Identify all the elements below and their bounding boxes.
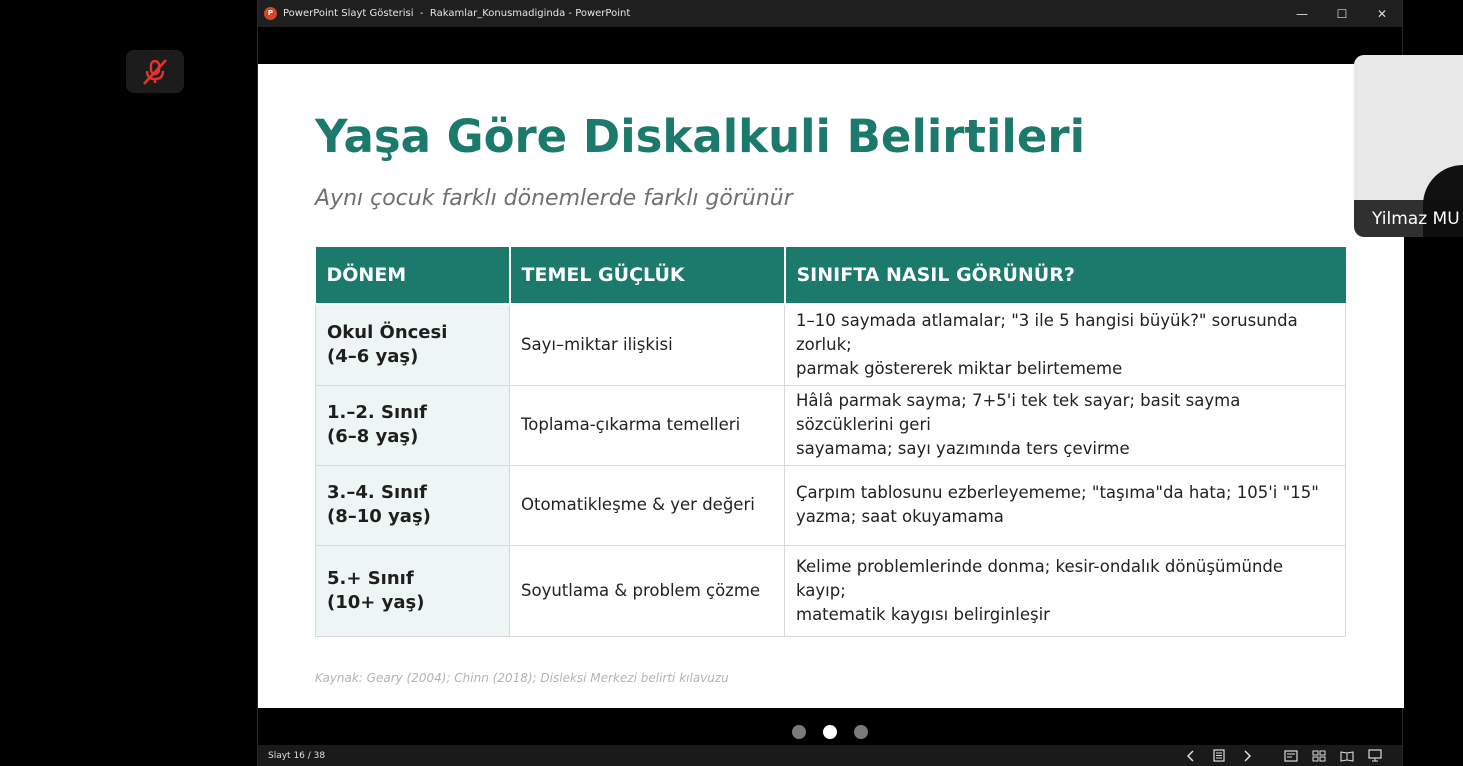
table-row <box>316 304 1346 385</box>
participant-name: Yilmaz MU <box>1354 200 1463 237</box>
presenter-view-icon[interactable] <box>1364 745 1386 766</box>
appearance-line: Çarpım tablosunu ezberleyememe; "taşıma"da hata; 105'i "15" <box>796 483 1319 502</box>
appearance-line: sayamama; sayı yazımında ters çevirme <box>796 439 1130 458</box>
slide-subtitle: Aynı çocuk farklı dönemlerde farklı görünür <box>315 186 793 211</box>
grid-view-icon[interactable] <box>1308 745 1330 766</box>
period-age: (6–8 yaş) <box>327 426 419 447</box>
appearance-line: Hâlâ parmak sayma; 7+5'i tek tek sayar; basit sayma sözcüklerini geri <box>796 391 1241 434</box>
period-age: (8–10 yaş) <box>327 506 431 527</box>
slide[interactable] <box>258 64 1404 708</box>
table-header-row <box>316 247 1346 304</box>
slide-title: Yaşa Göre Diskalkuli Belirtileri <box>315 110 1085 163</box>
slide-counter: Slayt 16 / 38 <box>268 750 326 761</box>
appearance-cell <box>785 465 1346 545</box>
slide-dot[interactable] <box>854 725 868 739</box>
slide-sorter-icon[interactable] <box>1208 745 1230 766</box>
period-cell <box>316 545 510 636</box>
period-name: 5.+ Sınıf <box>327 567 414 589</box>
title-bar <box>258 0 1402 27</box>
slide-dot-active[interactable] <box>823 725 837 739</box>
period-name: 1.–2. Sınıf <box>327 402 427 423</box>
appearance-line: 1–10 saymada atlamalar; "3 ile 5 hangisi büyük?" sorusunda zorluk; <box>796 310 1298 354</box>
maximize-button[interactable]: ☐ <box>1336 6 1348 21</box>
header-period: DÖNEM <box>316 247 510 304</box>
period-cell <box>316 385 510 465</box>
appearance-line: matematik kaygısı belirginleşir <box>796 604 1050 624</box>
status-bar-controls <box>1174 745 1386 766</box>
period-name: Okul Öncesi <box>327 321 448 343</box>
header-difficulty: TEMEL GÜÇLÜK <box>510 247 785 304</box>
difficulty-cell: Sayı–miktar ilişkisi <box>510 304 785 385</box>
slide-dots <box>792 725 868 739</box>
appearance-line: Kelime problemlerinde donma; kesir-ondalık dönüşümünde kayıp; <box>796 556 1284 600</box>
minimize-button[interactable]: — <box>1296 6 1308 21</box>
participant-video-tile[interactable] <box>1354 55 1463 237</box>
period-cell <box>316 304 510 385</box>
powerpoint-window <box>257 0 1403 766</box>
status-bar <box>258 745 1402 766</box>
mic-muted-button[interactable] <box>126 50 184 93</box>
header-appearance: SINIFTA NASIL GÖRÜNÜR? <box>785 247 1346 304</box>
table-row <box>316 385 1346 465</box>
window-title: PowerPoint Slayt Gösterisi - Rakamlar_Konusmadiginda - PowerPoint <box>283 8 631 19</box>
period-name: 3.–4. Sınıf <box>327 482 427 503</box>
period-cell <box>316 465 510 545</box>
chevron-left-icon[interactable] <box>1180 745 1202 766</box>
reading-view-icon[interactable] <box>1336 745 1358 766</box>
powerpoint-icon: P <box>264 7 277 20</box>
difficulty-cell: Toplama-çıkarma temelleri <box>510 385 785 465</box>
appearance-cell <box>785 545 1346 636</box>
mic-muted-icon <box>140 58 170 86</box>
period-age: (4–6 yaş) <box>327 345 419 367</box>
close-button[interactable]: ✕ <box>1376 6 1388 21</box>
period-age: (10+ yaş) <box>327 591 425 613</box>
difficulty-cell: Soyutlama & problem çözme <box>510 545 785 636</box>
window-controls <box>1282 0 1402 27</box>
appearance-line: yazma; saat okuyamama <box>796 507 1004 526</box>
table-row <box>316 545 1346 636</box>
normal-view-icon[interactable] <box>1280 745 1302 766</box>
source-citation: Kaynak: Geary (2004); Chinn (2018); Disleksi Merkezi belirti kılavuzu <box>315 671 729 685</box>
table-row <box>316 465 1346 545</box>
appearance-cell <box>785 304 1346 385</box>
symptoms-table <box>315 247 1346 637</box>
appearance-line: parmak göstererek miktar belirtememe <box>796 358 1123 378</box>
difficulty-cell: Otomatikleşme & yer değeri <box>510 465 785 545</box>
appearance-cell <box>785 385 1346 465</box>
chevron-right-icon[interactable] <box>1236 745 1258 766</box>
slide-dot[interactable] <box>792 725 806 739</box>
